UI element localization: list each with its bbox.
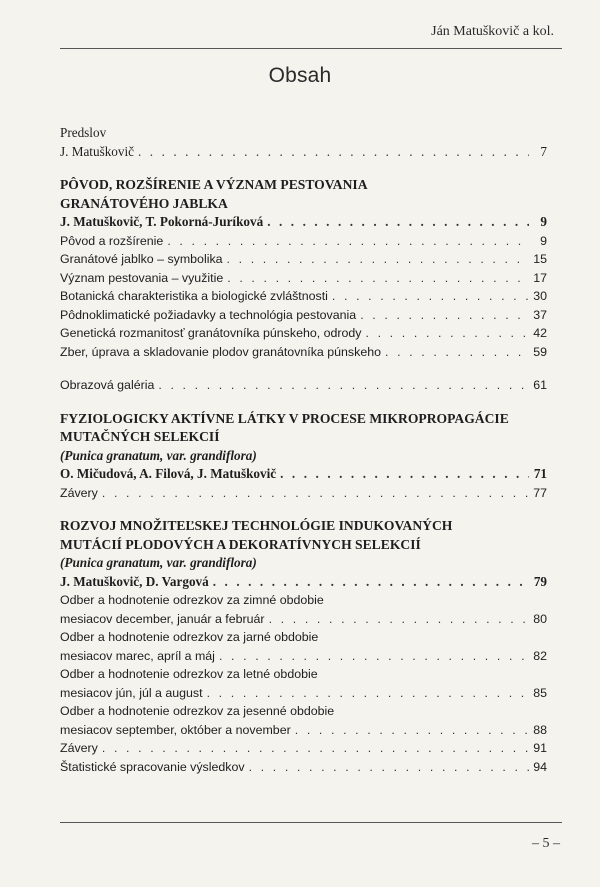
toc-entry[interactable] bbox=[60, 647, 547, 666]
toc-entry[interactable] bbox=[60, 684, 547, 703]
toc-entry-page: 37 bbox=[533, 307, 547, 322]
toc-entry-authors[interactable] bbox=[60, 213, 547, 232]
section-3-heading-line-1: ROZVOJ MNOŽITEĽSKEJ TECHNOLÓGIE INDUKOVANÝCH bbox=[60, 518, 453, 533]
toc-entry-page: 59 bbox=[533, 344, 547, 359]
toc-entry[interactable] bbox=[60, 232, 547, 251]
toc-entry[interactable] bbox=[60, 610, 547, 629]
toc-entry-page: 88 bbox=[533, 722, 547, 737]
toc-entry-gallery[interactable] bbox=[60, 376, 547, 395]
leader-dots bbox=[138, 143, 529, 162]
toc-entry-label: Pôvod a rozšírenie bbox=[60, 233, 164, 248]
toc-entry[interactable] bbox=[60, 343, 547, 362]
toc-entry-page: 30 bbox=[533, 289, 547, 303]
leader-dots bbox=[360, 306, 529, 325]
header-divider bbox=[60, 48, 562, 49]
toc-entry-page: 9 bbox=[540, 233, 547, 248]
toc-entry-label: Granátové jablko – symbolika bbox=[60, 252, 223, 266]
section-3-species: (Punica granatum, var. grandiflora) bbox=[60, 555, 257, 570]
leader-dots bbox=[102, 484, 529, 503]
leader-dots bbox=[167, 232, 529, 251]
toc-entry-page: 42 bbox=[533, 326, 547, 340]
leader-dots bbox=[207, 684, 529, 703]
leader-dots bbox=[102, 739, 529, 758]
section-1-heading-line-1: PÔVOD, ROZŠÍRENIE A VÝZNAM PESTOVANIA bbox=[60, 177, 368, 192]
leader-dots bbox=[385, 343, 529, 362]
toc-entry[interactable] bbox=[60, 269, 547, 288]
toc-entry-label: Botanická charakteristika a biologické zvláštnosti bbox=[60, 289, 328, 303]
toc-entry-label: J. Matuškovič bbox=[60, 143, 134, 159]
toc-entry-label: Význam pestovania – využitie bbox=[60, 270, 224, 285]
toc-entry[interactable] bbox=[60, 484, 547, 503]
toc-entry-label: O. Mičudová, A. Filová, J. Matuškovič bbox=[60, 466, 277, 481]
toc-entry[interactable] bbox=[60, 143, 547, 162]
toc-preface-label: Predslov bbox=[60, 125, 107, 140]
toc-entry-page: 17 bbox=[533, 270, 547, 285]
toc-entry-label: mesiacov jún, júl a august bbox=[60, 685, 203, 700]
page-number: – 5 – bbox=[532, 836, 560, 851]
toc-entry-page: 82 bbox=[533, 648, 547, 663]
leader-dots bbox=[249, 758, 529, 777]
leader-dots bbox=[267, 213, 529, 232]
toc-entry[interactable] bbox=[60, 306, 547, 325]
toc-entry-page: 9 bbox=[540, 214, 547, 229]
toc-entry-label: mesiacov marec, apríl a máj bbox=[60, 648, 215, 663]
footer-divider bbox=[60, 822, 562, 823]
toc-entry[interactable] bbox=[60, 287, 547, 306]
toc-entry-label: Závery bbox=[60, 485, 98, 500]
section-1-heading-line-2: GRANÁTOVÉHO JABLKA bbox=[60, 195, 228, 211]
toc-entry-page: 71 bbox=[533, 466, 547, 481]
toc-entry[interactable] bbox=[60, 250, 547, 269]
leader-dots bbox=[280, 465, 529, 484]
toc-entry-label: mesiacov september, október a november bbox=[60, 722, 291, 737]
toc-entry-page: 79 bbox=[533, 573, 547, 589]
page-title: Obsah bbox=[268, 64, 332, 87]
toc-entry-line-1: Odber a hodnotenie odrezkov za zimné obdobie bbox=[60, 593, 324, 607]
leader-dots bbox=[332, 287, 529, 306]
toc-entry-line-1: Odber a hodnotenie odrezkov za letné obdobie bbox=[60, 667, 318, 681]
toc-entry-line-1: Odber a hodnotenie odrezkov za jarné obdobie bbox=[60, 630, 319, 644]
leader-dots bbox=[227, 250, 529, 269]
toc-entry-page: 15 bbox=[533, 252, 547, 266]
toc-entry-authors[interactable] bbox=[60, 573, 547, 592]
toc-entry-label: mesiacov december, január a február bbox=[60, 611, 265, 626]
leader-dots bbox=[219, 647, 529, 666]
toc-entry-label: Pôdnoklimatické požiadavky a technológia pestovania bbox=[60, 307, 357, 322]
leader-dots bbox=[295, 721, 529, 740]
toc-entry-page: 7 bbox=[540, 143, 547, 159]
toc-entry-label: J. Matuškovič, D. Vargová bbox=[60, 573, 209, 589]
toc-entry-label: Genetická rozmanitosť granátovníka púnskeho, odrody bbox=[60, 326, 362, 340]
toc-entry[interactable] bbox=[60, 758, 547, 777]
toc-entry-page: 91 bbox=[533, 741, 547, 755]
toc-entry[interactable] bbox=[60, 721, 547, 740]
leader-dots bbox=[269, 610, 529, 629]
leader-dots bbox=[158, 376, 529, 395]
toc-entry-label: J. Matuškovič, T. Pokorná-Juríková bbox=[60, 214, 264, 229]
toc-entry[interactable] bbox=[60, 324, 547, 343]
toc-entry-page: 61 bbox=[533, 378, 547, 392]
toc-entry-label: Závery bbox=[60, 741, 98, 755]
section-3-heading-line-2: MUTÁCIÍ PLODOVÝCH A DEKORATÍVNYCH SELEKCIÍ bbox=[60, 536, 421, 552]
toc-entry-page: 85 bbox=[533, 685, 547, 700]
section-2-heading-line-1: FYZIOLOGICKY AKTÍVNE LÁTKY V PROCESE MIKROPROPAGÁCIE bbox=[60, 410, 509, 426]
toc-entry[interactable] bbox=[60, 739, 547, 758]
running-header-author: Ján Matuškovič a kol. bbox=[431, 24, 554, 39]
toc-entry-label: Obrazová galéria bbox=[60, 378, 155, 392]
toc-entry-label: Zber, úprava a skladovanie plodov granátovníka púnskeho bbox=[60, 344, 381, 359]
toc-entry-authors[interactable] bbox=[60, 465, 547, 484]
leader-dots bbox=[213, 573, 529, 592]
toc-entry-page: 94 bbox=[533, 759, 547, 774]
toc-entry-page: 77 bbox=[533, 485, 547, 500]
leader-dots bbox=[366, 324, 529, 343]
section-2-species: (Punica granatum, var. grandiflora) bbox=[60, 447, 257, 463]
section-2-heading-line-2: MUTAČNÝCH SELEKCIÍ bbox=[60, 429, 220, 444]
toc-entry-page: 80 bbox=[533, 611, 547, 626]
leader-dots bbox=[227, 269, 529, 288]
table-of-contents bbox=[60, 124, 547, 776]
toc-entry-line-1: Odber a hodnotenie odrezkov za jesenné obdobie bbox=[60, 704, 335, 718]
toc-entry-label: Štatistické spracovanie výsledkov bbox=[60, 759, 245, 774]
